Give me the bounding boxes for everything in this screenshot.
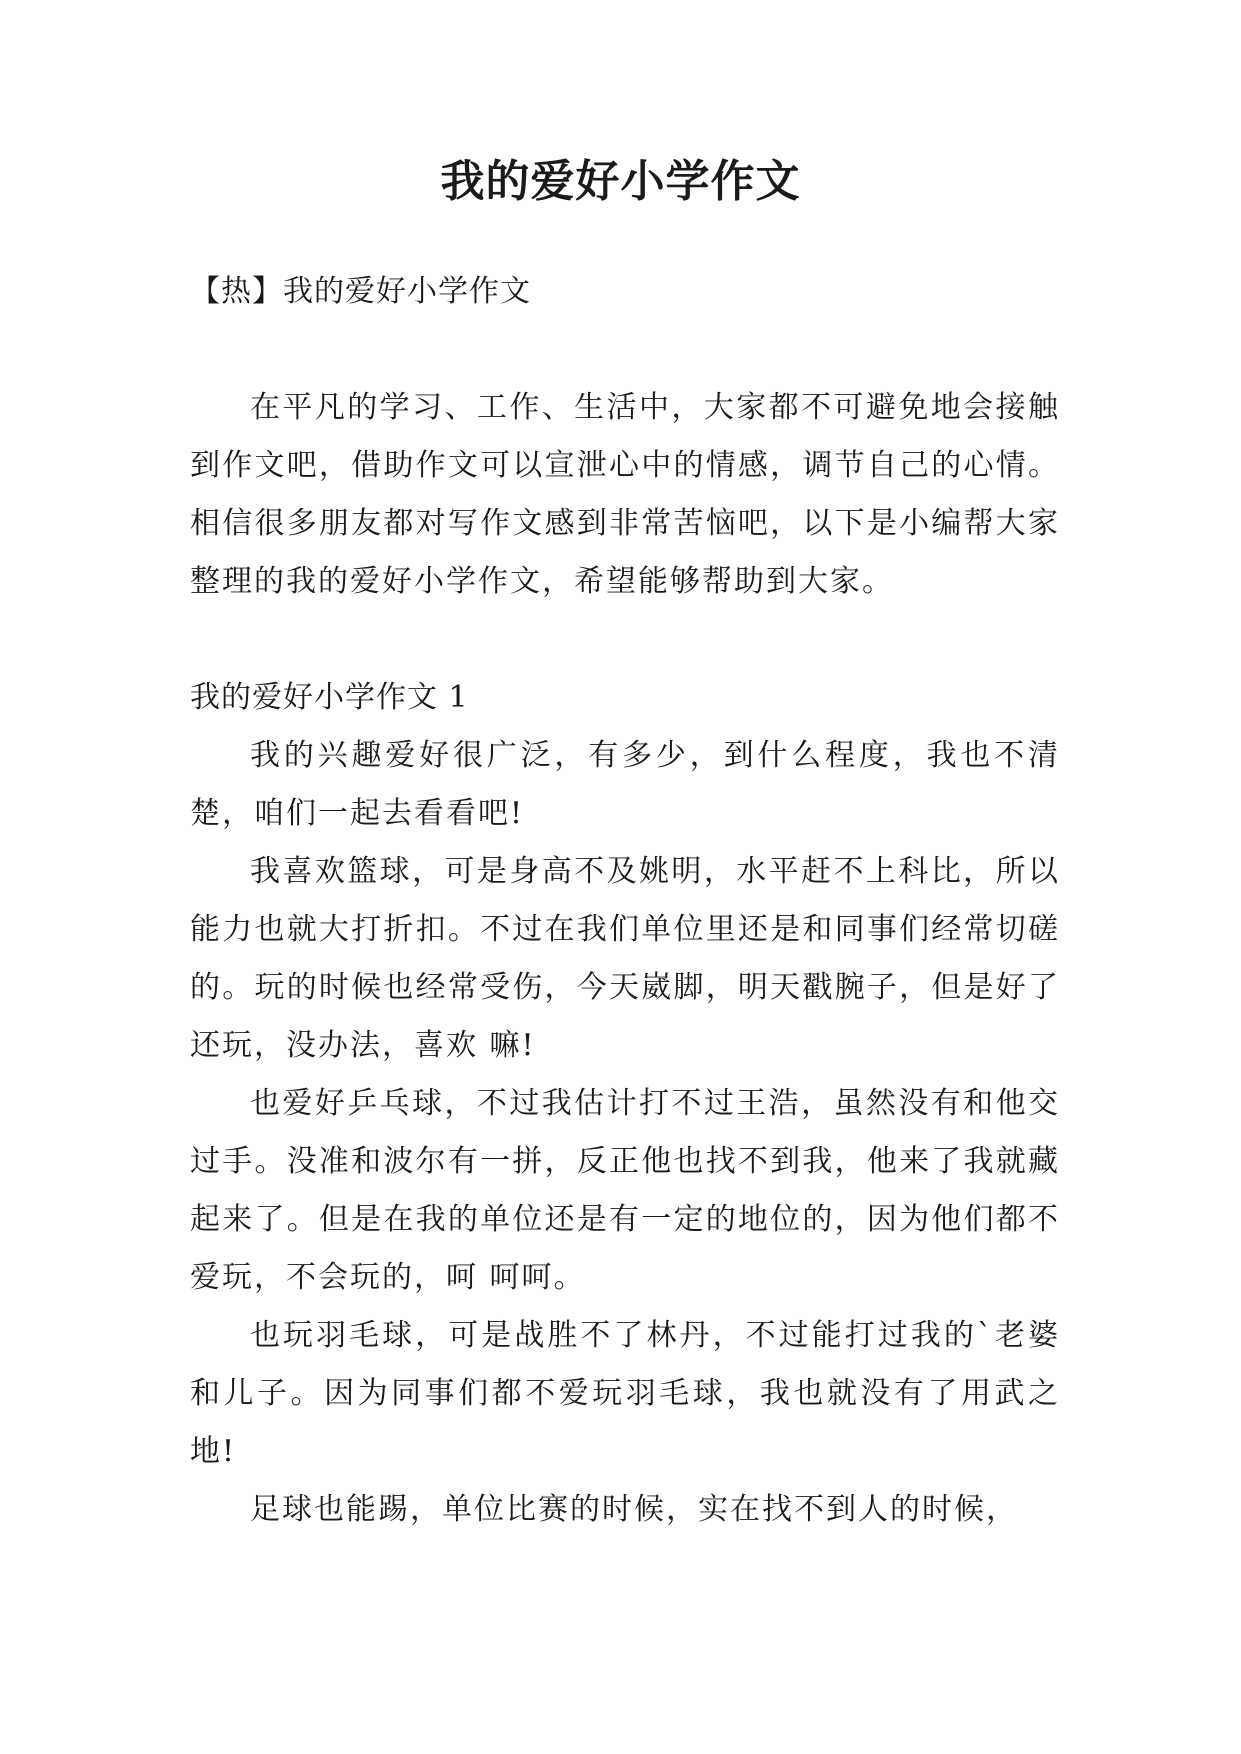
body-paragraph: 也玩羽毛球，可是战胜不了林丹，不过能打过我的`老婆和儿子。因为同事们都不爱玩羽毛球，我也就没有了用武之地! [190,1318,1060,1469]
body-paragraph: 我的兴趣爱好很广泛，有多少，到什么程度，我也不清楚，咱们一起去看看吧! [190,738,1060,831]
body-paragraph: 也爱好乒乓球，不过我估计打不过王浩，虽然没有和他交过手。没准和波尔有一拼，反正他也找不到我，他来了我就藏起来了。但是在我的单位还是有一定的地位的，因为他们都不爱玩，不会玩的，呵 呵呵。 [190,1086,1060,1295]
section-heading: 我的爱好小学作文 1 [190,680,469,715]
document-title: 我的爱好小学作文 [440,156,801,207]
document-body [190,263,1060,1539]
body-paragraph: 我喜欢篮球，可是身高不及姚明，水平赶不上科比，所以能力也就大打折扣。不过在我们单位里还是和同事们经常切磋的。玩的时候也经常受伤，今天崴脚，明天戳腕子，但是好了还玩，没办法，喜欢 嘛! [190,854,1060,1063]
document-subtitle: 【热】我的爱好小学作文 [190,274,531,309]
intro-paragraph: 在平凡的学习、工作、生活中，大家都不可避免地会接触到作文吧，借助作文可以宣泄心中的情感，调节自己的心情。相信很多朋友都对写作文感到非常苦恼吧，以下是小编帮大家整理的我的爱好小学作文，希望能够帮助到大家。 [190,390,1060,599]
body-paragraph: 足球也能踢，单位比赛的时候，实在找不到人的时候， [250,1492,1018,1527]
